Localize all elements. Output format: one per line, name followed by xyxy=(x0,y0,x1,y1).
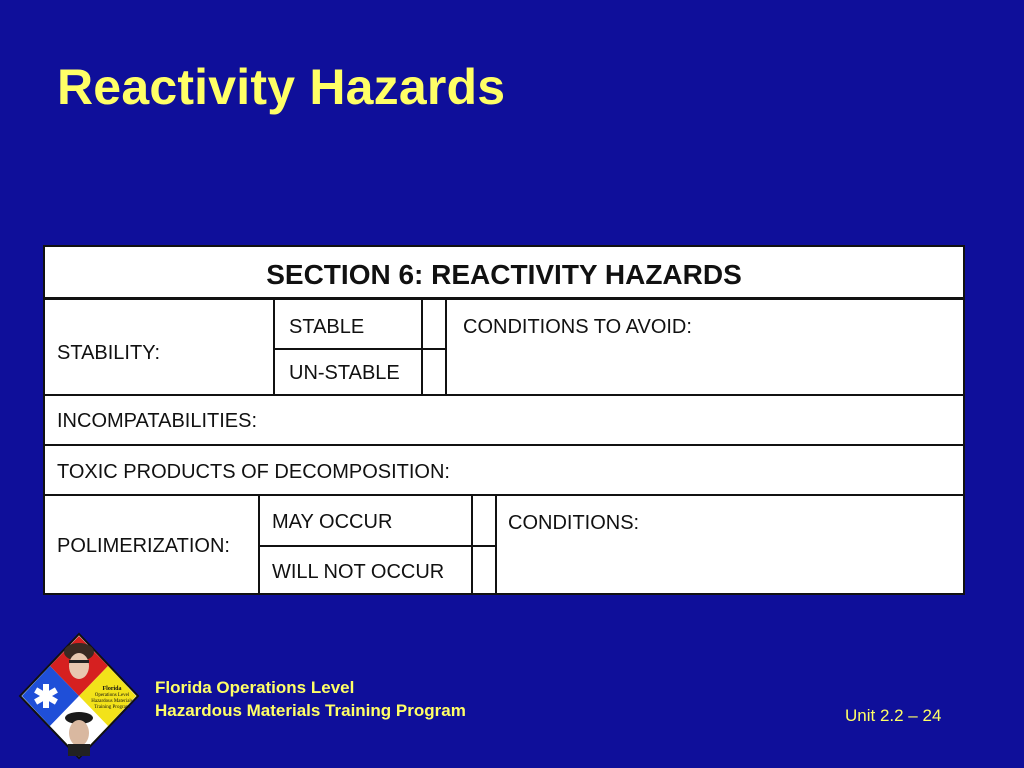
hazmat-diamond-logo-icon xyxy=(18,632,140,762)
incompatabilities-label: INCOMPATABILITIES: xyxy=(57,410,258,432)
unstable-option-label: UN-STABLE xyxy=(289,362,400,384)
logo-text-florida: Florida xyxy=(102,686,122,692)
stability-label: STABILITY: xyxy=(57,342,160,364)
polimerization-label: POLIMERIZATION: xyxy=(57,535,230,557)
column-divider xyxy=(258,495,260,593)
stable-option-label: STABLE xyxy=(289,316,365,338)
stable-checkbox[interactable] xyxy=(423,300,445,348)
polimerization-option-divider xyxy=(259,545,496,547)
unstable-checkbox[interactable] xyxy=(423,350,445,394)
logo-text-hazmat: Hazardous Materials xyxy=(91,699,133,704)
slide-number: Unit 2.2 – 24 xyxy=(845,706,942,725)
may-occur-checkbox[interactable] xyxy=(473,496,495,545)
logo-text-operations: Operations Level xyxy=(94,693,130,698)
form-row-divider xyxy=(45,494,963,496)
form-row-divider xyxy=(45,394,963,396)
form-row-divider xyxy=(45,444,963,446)
slide-title: Reactivity Hazards xyxy=(57,59,506,115)
footer-program-name xyxy=(155,676,466,722)
column-divider xyxy=(445,299,447,395)
toxic-products-label: TOXIC PRODUCTS OF DECOMPOSITION: xyxy=(57,461,450,483)
logo-text-training: Training Program xyxy=(94,705,130,710)
footer-line-2: Hazardous Materials Training Program xyxy=(155,701,466,720)
may-occur-option-label: MAY OCCUR xyxy=(272,511,393,533)
will-not-occur-checkbox[interactable] xyxy=(473,547,495,593)
conditions-label: CONDITIONS: xyxy=(508,512,640,534)
reactivity-hazards-form xyxy=(43,245,965,595)
column-divider xyxy=(273,299,275,395)
conditions-to-avoid-label: CONDITIONS TO AVOID: xyxy=(463,316,692,338)
form-section-title: SECTION 6: REACTIVITY HAZARDS xyxy=(266,259,742,290)
footer-line-1: Florida Operations Level xyxy=(155,678,355,697)
form-row-divider xyxy=(45,297,963,300)
will-not-occur-option-label: WILL NOT OCCUR xyxy=(272,561,445,583)
column-divider xyxy=(495,495,497,593)
